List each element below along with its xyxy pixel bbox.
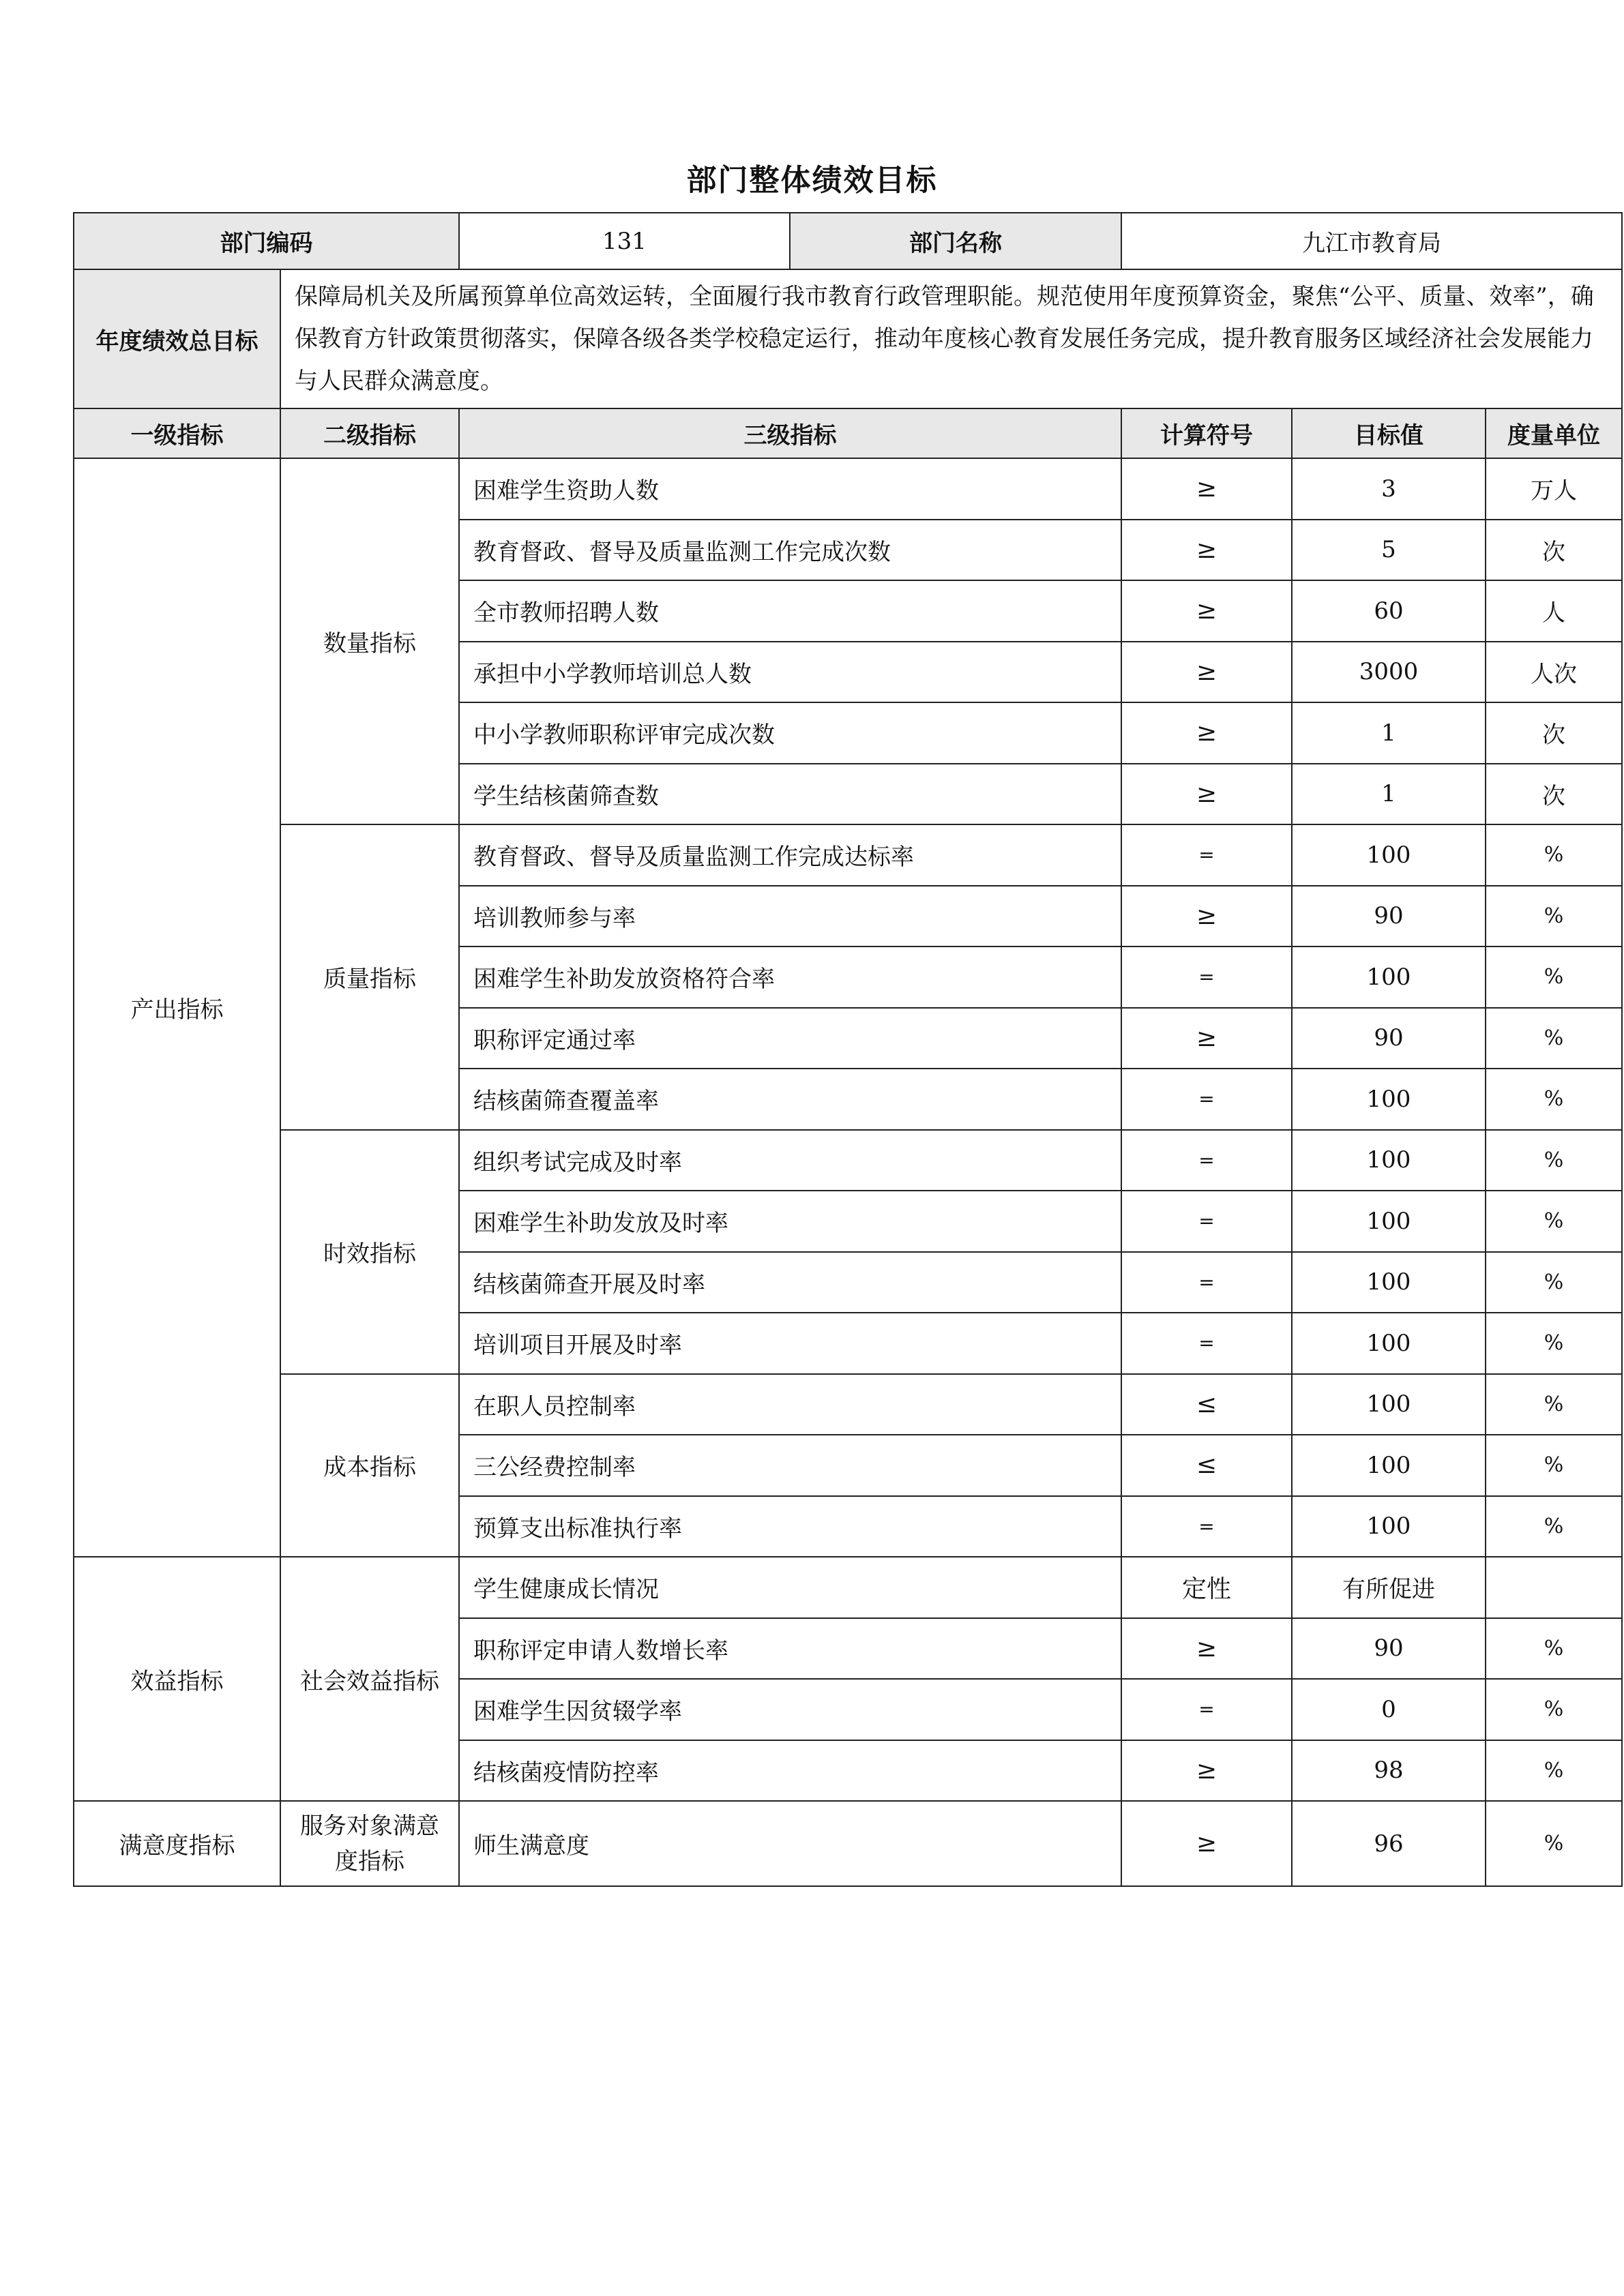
unit-cell: % bbox=[1486, 1191, 1622, 1252]
unit-cell: 次 bbox=[1486, 520, 1622, 581]
symbol-cell: = bbox=[1121, 824, 1292, 886]
level3-indicator-cell: 职称评定通过率 bbox=[459, 1008, 1121, 1069]
table-row bbox=[74, 824, 1622, 886]
symbol-cell: = bbox=[1121, 1313, 1292, 1374]
col-header-level3: 三级指标 bbox=[459, 408, 1121, 458]
target-value-cell: 3000 bbox=[1292, 642, 1486, 703]
level3-indicator-cell: 学生健康成长情况 bbox=[459, 1557, 1121, 1618]
dept-code-label: 部门编码 bbox=[74, 213, 459, 269]
level3-indicator-cell: 承担中小学教师培训总人数 bbox=[459, 642, 1121, 703]
level3-indicator-cell: 中小学教师职称评审完成次数 bbox=[459, 702, 1121, 764]
symbol-cell: ≥ bbox=[1121, 642, 1292, 703]
level3-indicator-cell: 预算支出标准执行率 bbox=[459, 1496, 1121, 1557]
unit-cell: 次 bbox=[1486, 702, 1622, 764]
table-row bbox=[74, 1374, 1622, 1435]
annual-goal-row bbox=[74, 269, 1622, 408]
target-value-cell: 100 bbox=[1292, 1313, 1486, 1374]
unit-cell: % bbox=[1486, 1679, 1622, 1740]
level3-indicator-cell: 结核菌筛查开展及时率 bbox=[459, 1252, 1121, 1313]
symbol-cell: ≥ bbox=[1121, 886, 1292, 947]
symbol-cell: ≥ bbox=[1121, 764, 1292, 825]
target-value-cell: 100 bbox=[1292, 1435, 1486, 1496]
column-header-row bbox=[74, 408, 1622, 458]
annual-goal-text: 保障局机关及所属预算单位高效运转，全面履行我市教育行政管理职能。规范使用年度预算资金，聚焦“公平、质量、效率”，确保教育方针政策贯彻落实，保障各级各类学校稳定运行，推动年度核心教育发展任务完成，提升教育服务区域经济社会发展能力与人民群众满意度。 bbox=[280, 269, 1622, 408]
level3-indicator-cell: 培训项目开展及时率 bbox=[459, 1313, 1121, 1374]
level3-indicator-cell: 教育督政、督导及质量监测工作完成达标率 bbox=[459, 824, 1121, 886]
unit-cell: % bbox=[1486, 824, 1622, 886]
target-value-cell: 100 bbox=[1292, 1191, 1486, 1252]
unit-cell: % bbox=[1486, 946, 1622, 1008]
level3-indicator-cell: 困难学生资助人数 bbox=[459, 458, 1121, 520]
performance-table bbox=[73, 212, 1623, 1887]
target-value-cell: 100 bbox=[1292, 1130, 1486, 1191]
target-value-cell: 100 bbox=[1292, 946, 1486, 1008]
unit-cell: % bbox=[1486, 886, 1622, 947]
col-header-level2: 二级指标 bbox=[280, 408, 459, 458]
unit-cell bbox=[1486, 1557, 1622, 1618]
symbol-cell: ≥ bbox=[1121, 1740, 1292, 1802]
symbol-cell: = bbox=[1121, 1191, 1292, 1252]
level2-indicator-cell: 服务对象满意度指标 bbox=[280, 1801, 459, 1886]
unit-cell: % bbox=[1486, 1130, 1622, 1191]
symbol-cell: ≥ bbox=[1121, 520, 1292, 581]
level3-indicator-cell: 困难学生因贫辍学率 bbox=[459, 1679, 1121, 1740]
level3-indicator-cell: 结核菌疫情防控率 bbox=[459, 1740, 1121, 1802]
unit-cell: % bbox=[1486, 1069, 1622, 1130]
level1-indicator-cell: 满意度指标 bbox=[74, 1801, 280, 1886]
symbol-cell: ≥ bbox=[1121, 1801, 1292, 1886]
annual-goal-label: 年度绩效总目标 bbox=[74, 269, 280, 408]
level2-indicator-cell: 数量指标 bbox=[280, 458, 459, 824]
symbol-cell: ≥ bbox=[1121, 458, 1292, 520]
col-header-unit: 度量单位 bbox=[1486, 408, 1622, 458]
unit-cell: % bbox=[1486, 1496, 1622, 1557]
unit-cell: % bbox=[1486, 1008, 1622, 1069]
col-header-target: 目标值 bbox=[1292, 408, 1486, 458]
target-value-cell: 0 bbox=[1292, 1679, 1486, 1740]
page-title: 部门整体绩效目标 bbox=[686, 163, 938, 198]
table-row bbox=[74, 1557, 1622, 1618]
level3-indicator-cell: 学生结核菌筛查数 bbox=[459, 764, 1121, 825]
symbol-cell: = bbox=[1121, 1069, 1292, 1130]
level2-indicator-cell: 时效指标 bbox=[280, 1130, 459, 1374]
target-value-cell: 1 bbox=[1292, 764, 1486, 825]
target-value-cell: 90 bbox=[1292, 1008, 1486, 1069]
target-value-cell: 60 bbox=[1292, 580, 1486, 642]
unit-cell: % bbox=[1486, 1740, 1622, 1802]
symbol-cell: = bbox=[1121, 1252, 1292, 1313]
unit-cell: 次 bbox=[1486, 764, 1622, 825]
target-value-cell: 1 bbox=[1292, 702, 1486, 764]
col-header-level1: 一级指标 bbox=[74, 408, 280, 458]
unit-cell: % bbox=[1486, 1313, 1622, 1374]
level3-indicator-cell: 教育督政、督导及质量监测工作完成次数 bbox=[459, 520, 1121, 581]
table-row bbox=[74, 458, 1622, 520]
table-row bbox=[74, 1801, 1622, 1886]
level3-indicator-cell: 全市教师招聘人数 bbox=[459, 580, 1121, 642]
table-row bbox=[74, 1130, 1622, 1191]
unit-cell: 万人 bbox=[1486, 458, 1622, 520]
target-value-cell: 100 bbox=[1292, 1252, 1486, 1313]
symbol-cell: = bbox=[1121, 946, 1292, 1008]
symbol-cell: ≥ bbox=[1121, 1008, 1292, 1069]
target-value-cell: 100 bbox=[1292, 1069, 1486, 1130]
target-value-cell: 90 bbox=[1292, 886, 1486, 947]
target-value-cell: 100 bbox=[1292, 1374, 1486, 1435]
level3-indicator-cell: 结核菌筛查覆盖率 bbox=[459, 1069, 1121, 1130]
symbol-cell: = bbox=[1121, 1130, 1292, 1191]
level3-indicator-cell: 三公经费控制率 bbox=[459, 1435, 1121, 1496]
target-value-cell: 96 bbox=[1292, 1801, 1486, 1886]
symbol-cell: ≥ bbox=[1121, 702, 1292, 764]
unit-cell: 人 bbox=[1486, 580, 1622, 642]
target-value-cell: 3 bbox=[1292, 458, 1486, 520]
unit-cell: % bbox=[1486, 1618, 1622, 1680]
dept-name-value: 九江市教育局 bbox=[1121, 213, 1622, 269]
level3-indicator-cell: 职称评定申请人数增长率 bbox=[459, 1618, 1121, 1680]
symbol-cell: ≤ bbox=[1121, 1435, 1292, 1496]
level3-indicator-cell: 组织考试完成及时率 bbox=[459, 1130, 1121, 1191]
unit-cell: % bbox=[1486, 1374, 1622, 1435]
dept-info-row bbox=[74, 213, 1622, 269]
unit-cell: 人次 bbox=[1486, 642, 1622, 703]
level3-indicator-cell: 师生满意度 bbox=[459, 1801, 1121, 1886]
unit-cell: % bbox=[1486, 1435, 1622, 1496]
unit-cell: % bbox=[1486, 1801, 1622, 1886]
target-value-cell: 有所促进 bbox=[1292, 1557, 1486, 1618]
symbol-cell: = bbox=[1121, 1496, 1292, 1557]
level1-indicator-cell: 产出指标 bbox=[74, 458, 280, 1557]
level3-indicator-cell: 困难学生补助发放资格符合率 bbox=[459, 946, 1121, 1008]
symbol-cell: = bbox=[1121, 1679, 1292, 1740]
dept-name-label: 部门名称 bbox=[790, 213, 1121, 269]
level3-indicator-cell: 困难学生补助发放及时率 bbox=[459, 1191, 1121, 1252]
target-value-cell: 90 bbox=[1292, 1618, 1486, 1680]
col-header-symbol: 计算符号 bbox=[1121, 408, 1292, 458]
target-value-cell: 100 bbox=[1292, 1496, 1486, 1557]
target-value-cell: 5 bbox=[1292, 520, 1486, 581]
symbol-cell: ≤ bbox=[1121, 1374, 1292, 1435]
unit-cell: % bbox=[1486, 1252, 1622, 1313]
target-value-cell: 100 bbox=[1292, 824, 1486, 886]
level3-indicator-cell: 在职人员控制率 bbox=[459, 1374, 1121, 1435]
level2-indicator-cell: 成本指标 bbox=[280, 1374, 459, 1557]
dept-code-value: 131 bbox=[459, 213, 790, 269]
level2-indicator-cell: 质量指标 bbox=[280, 824, 459, 1130]
symbol-cell: 定性 bbox=[1121, 1557, 1292, 1618]
level1-indicator-cell: 效益指标 bbox=[74, 1557, 280, 1801]
symbol-cell: ≥ bbox=[1121, 580, 1292, 642]
level2-indicator-cell: 社会效益指标 bbox=[280, 1557, 459, 1801]
level3-indicator-cell: 培训教师参与率 bbox=[459, 886, 1121, 947]
target-value-cell: 98 bbox=[1292, 1740, 1486, 1802]
symbol-cell: ≥ bbox=[1121, 1618, 1292, 1680]
